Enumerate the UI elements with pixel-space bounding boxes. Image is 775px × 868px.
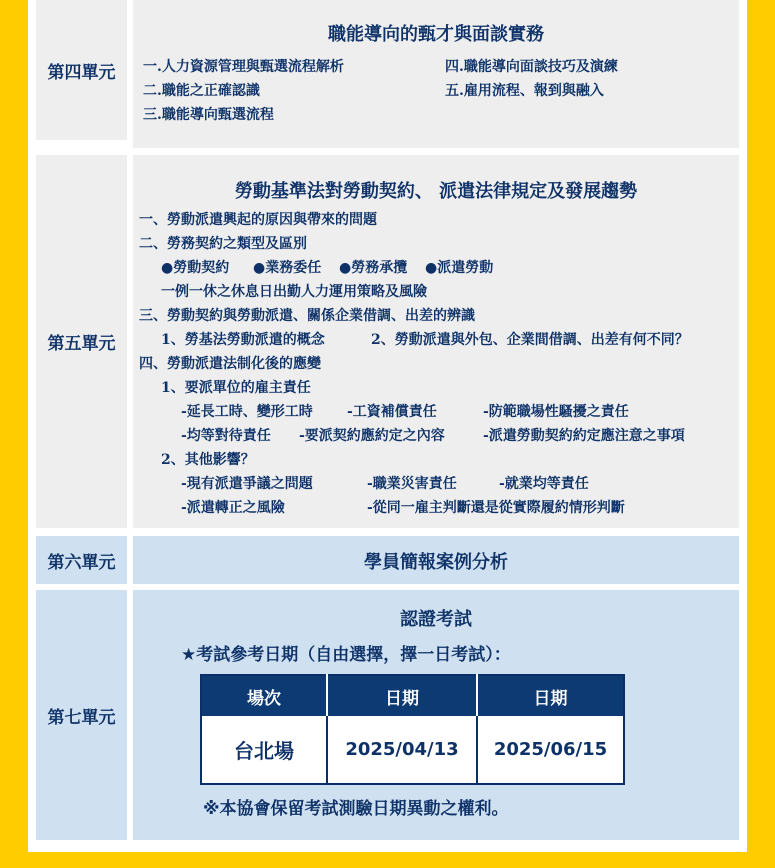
table-cell-date: 2025/04/13 (327, 716, 477, 784)
unit4-label: 第四單元 (36, 0, 127, 140)
unit4-item: 一.人力資源管理與甄選流程解析 (143, 59, 344, 75)
unit5-text: ●勞務承攬 (339, 260, 408, 276)
unit5-text: 2、其他影響？ (161, 452, 255, 468)
exam-notice: ※本協會保留考試測驗日期異動之權利。 (203, 799, 509, 819)
unit5-text: 三、勞動契約與勞動派遣、關係企業借調、出差的辨識 (139, 308, 475, 324)
unit7-title: 認證考試 (400, 609, 472, 630)
unit5-text: -派遣轉正之風險 (181, 500, 285, 516)
table-cell-site: 台北場 (201, 716, 327, 784)
unit5-text: ●勞動契約 (161, 260, 230, 276)
unit4-content (133, 0, 739, 148)
unit4-item: 二.職能之正確認識 (143, 83, 260, 99)
unit7-row (36, 590, 739, 840)
unit6-row (36, 536, 739, 584)
unit5-title: 勞動基準法對勞動契約、 派遣法律規定及發展趨勢 (234, 181, 638, 202)
unit5-text: 一、勞動派遣興起的原因與帶來的問題 (139, 212, 377, 228)
unit5-text: -防範職場性騷擾之責任 (483, 404, 629, 420)
unit5-text: -工資補償責任 (347, 404, 437, 420)
exam-date-subtitle: ★考試參考日期（自由選擇，擇一日考試）： (181, 645, 511, 665)
unit5-text: -延長工時、變形工時 (181, 404, 313, 420)
unit4-item: 五.雇用流程、報到與融入 (445, 83, 604, 99)
table-header: 場次 (201, 675, 327, 716)
unit4-title: 職能導向的甄才與面談實務 (328, 24, 544, 45)
unit5-text: -要派契約應約定之內容 (299, 428, 445, 444)
page-container (28, 0, 747, 852)
unit5-label: 第五單元 (36, 155, 127, 528)
unit7-label: 第七單元 (36, 590, 127, 840)
unit5-text: -職業災害責任 (367, 476, 457, 492)
unit5-text: ●派遣勞動 (425, 260, 494, 276)
unit5-row (36, 155, 739, 528)
unit5-text: -現有派遣爭議之問題 (181, 476, 313, 492)
unit4-row (36, 0, 739, 140)
unit5-text: 1、要派單位的雇主責任 (161, 380, 311, 396)
table-cell-date: 2025/06/15 (477, 716, 624, 784)
unit5-text: -從同一雇主判斷還是從實際履約情形判斷 (367, 500, 625, 516)
unit6-title: 學員簡報案例分析 (364, 552, 508, 573)
unit4-item: 三.職能導向甄選流程 (143, 107, 274, 123)
unit5-text: -派遣勞動契約約定應注意之事項 (483, 428, 685, 444)
unit5-text: 2、勞動派遣與外包、企業間借調、出差有何不同？ (371, 332, 689, 348)
unit5-text: 二、勞務契約之類型及區別 (139, 236, 307, 252)
unit5-content (133, 155, 739, 528)
unit5-text: -均等對待責任 (181, 428, 271, 444)
unit5-text: -就業均等責任 (499, 476, 589, 492)
unit5-text: ●業務委任 (253, 260, 322, 276)
unit4-item: 四.職能導向面談技巧及演練 (445, 59, 618, 75)
unit7-content (133, 590, 739, 840)
table-header: 日期 (327, 675, 477, 716)
unit6-label: 第六單元 (36, 536, 127, 584)
table-header: 日期 (477, 675, 624, 716)
unit6-content (133, 536, 739, 584)
unit5-text: 四、勞動派遣法制化後的應變 (139, 356, 321, 372)
exam-schedule-table (200, 674, 625, 785)
unit5-text: 一例一休之休息日出勤人力運用策略及風險 (161, 284, 427, 300)
unit5-text: 1、勞基法勞動派遣的概念 (161, 332, 325, 348)
